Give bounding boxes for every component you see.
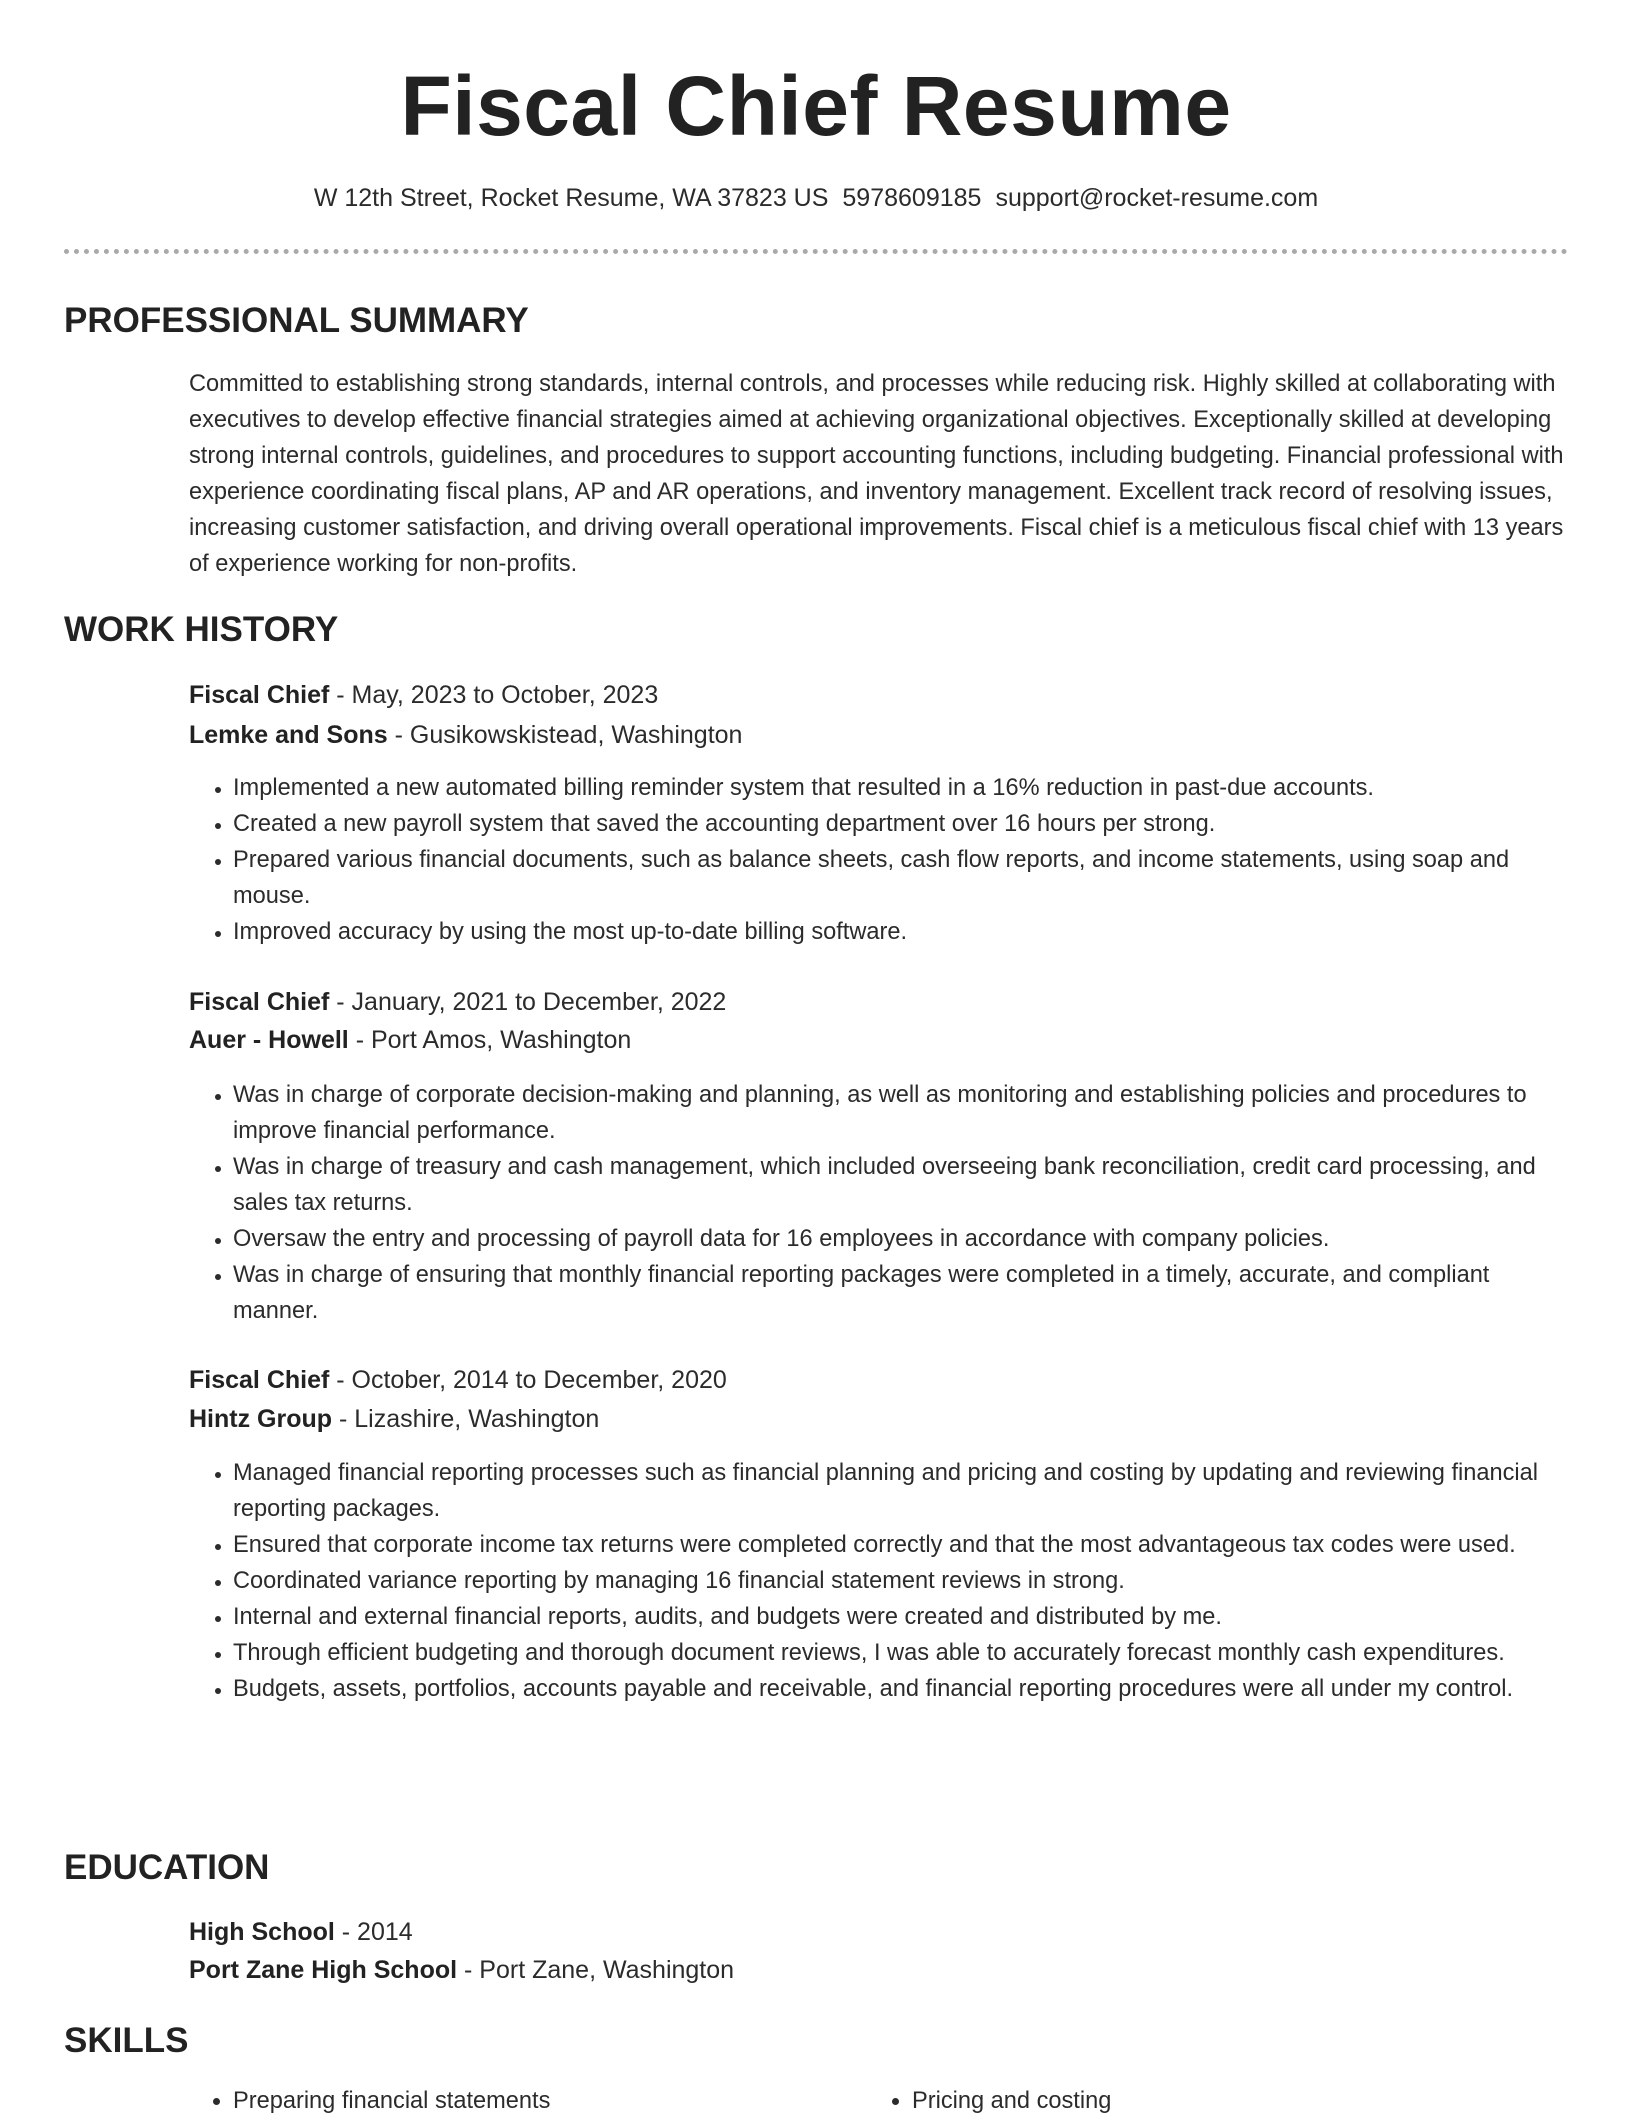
job-1-company-line	[189, 718, 742, 752]
job-1-company: Lemke and Sons	[189, 721, 388, 749]
header-divider	[64, 249, 1568, 254]
job-2-dates: - January, 2021 to December, 2022	[329, 988, 727, 1016]
section-title-summary: PROFESSIONAL SUMMARY	[64, 301, 529, 340]
list-item: • Managed financial reporting processes such as financial planning and pricing and costing by updating and reviewing financial reporting packages.	[233, 1455, 1569, 1527]
contact-address: W 12th Street, Rocket Resume, WA 37823 US	[313, 184, 829, 212]
list-item: • Coordinated variance reporting by managing 16 financial statement reviews in strong.	[233, 1563, 1569, 1599]
job-1-dates: - May, 2023 to October, 2023	[329, 681, 659, 709]
list-item: • Created a new payroll system that saved the accounting department over 16 hours per strong.	[233, 806, 1569, 842]
education-degree: High School	[189, 1918, 335, 1946]
education-year: - 2014	[334, 1918, 413, 1946]
list-item: • Was in charge of ensuring that monthly financial reporting packages were completed in a timely, accurate, and compliant manner.	[233, 1257, 1569, 1329]
summary-text: Committed to establishing strong standards, internal controls, and processes while reducing risk. Highly skilled at collaborating with executives to develop effective financial strategies aimed at achieving organizational objectives. Exceptionally skilled at developing strong internal controls, guidelines, and procedures to support accounting functions, including budgeting. Financial professional with experience coordinating fiscal plans, AP and AR operations, and inventory management. Excellent track record of resolving issues, increasing customer satisfaction, and driving overall operational improvements. Fiscal chief is a meticulous fiscal chief with 13 years of experience working for non-profits.	[189, 371, 1564, 577]
job-1-location: - Gusikowskistead, Washington	[387, 721, 743, 749]
list-item: • Internal and external financial reports, audits, and budgets were created and distributed by me.	[233, 1599, 1569, 1635]
job-2-role: Fiscal Chief	[189, 988, 330, 1016]
section-title-skills: SKILLS	[64, 2021, 189, 2060]
resume-title: Fiscal Chief Resume	[400, 59, 1232, 153]
job-1-role: Fiscal Chief	[189, 681, 330, 709]
education-degree-line	[189, 1915, 413, 1949]
list-item: • Prepared various financial documents, such as balance sheets, cash flow reports, and income statements, using soap and mouse.	[233, 842, 1569, 914]
education-location: - Port Zane, Washington	[457, 1956, 735, 1984]
skill-item: • Preparing financial statements	[233, 2083, 550, 2119]
section-title-education: EDUCATION	[64, 1848, 270, 1887]
list-item: • Improved accuracy by using the most up-to-date billing software.	[233, 914, 1569, 950]
job-3-dates: - October, 2014 to December, 2020	[329, 1366, 727, 1394]
job-3-location: - Lizashire, Washington	[332, 1405, 600, 1433]
job-3-title-line	[189, 1363, 727, 1397]
list-item: • Oversaw the entry and processing of payroll data for 16 employees in accordance with company policies.	[233, 1221, 1569, 1257]
list-item: • Ensured that corporate income tax returns were completed correctly and that the most advantageous tax codes were used.	[233, 1527, 1569, 1563]
contact-phone: 5978609185	[842, 184, 982, 212]
job-2-location: - Port Amos, Washington	[348, 1026, 632, 1054]
list-item: • Budgets, assets, portfolios, accounts payable and receivable, and financial reporting procedures were all under my control.	[233, 1671, 1569, 1707]
contact-info	[0, 182, 1632, 214]
contact-email: support@rocket-resume.com	[995, 184, 1319, 212]
job-1-bullets	[189, 770, 1569, 950]
skills-list-left	[189, 2083, 550, 2119]
list-item: • Was in charge of treasury and cash management, which included overseeing bank reconciliation, credit card processing, and sales tax returns.	[233, 1149, 1569, 1221]
job-2-title-line	[189, 985, 726, 1019]
list-item: • Implemented a new automated billing reminder system that resulted in a 16% reduction in past-due accounts.	[233, 770, 1569, 806]
skills-list-right	[868, 2083, 1111, 2119]
job-3-role: Fiscal Chief	[189, 1366, 330, 1394]
job-3-company: Hintz Group	[189, 1405, 333, 1433]
education-school-line	[189, 1953, 734, 1987]
list-item: • Through efficient budgeting and thorough document reviews, I was able to accurately forecast monthly cash expenditures.	[233, 1635, 1569, 1671]
list-item: • Was in charge of corporate decision-making and planning, as well as monitoring and establishing policies and procedures to improve financial performance.	[233, 1077, 1569, 1149]
job-1-title-line	[189, 678, 658, 712]
section-title-work-history: WORK HISTORY	[64, 610, 339, 649]
job-3-bullets	[189, 1455, 1569, 1707]
job-2-company: Auer - Howell	[189, 1026, 349, 1054]
skill-item: • Pricing and costing	[912, 2083, 1111, 2119]
job-2-company-line	[189, 1023, 631, 1057]
job-3-company-line	[189, 1402, 599, 1436]
job-2-bullets	[189, 1077, 1569, 1329]
education-school: Port Zane High School	[189, 1956, 458, 1984]
